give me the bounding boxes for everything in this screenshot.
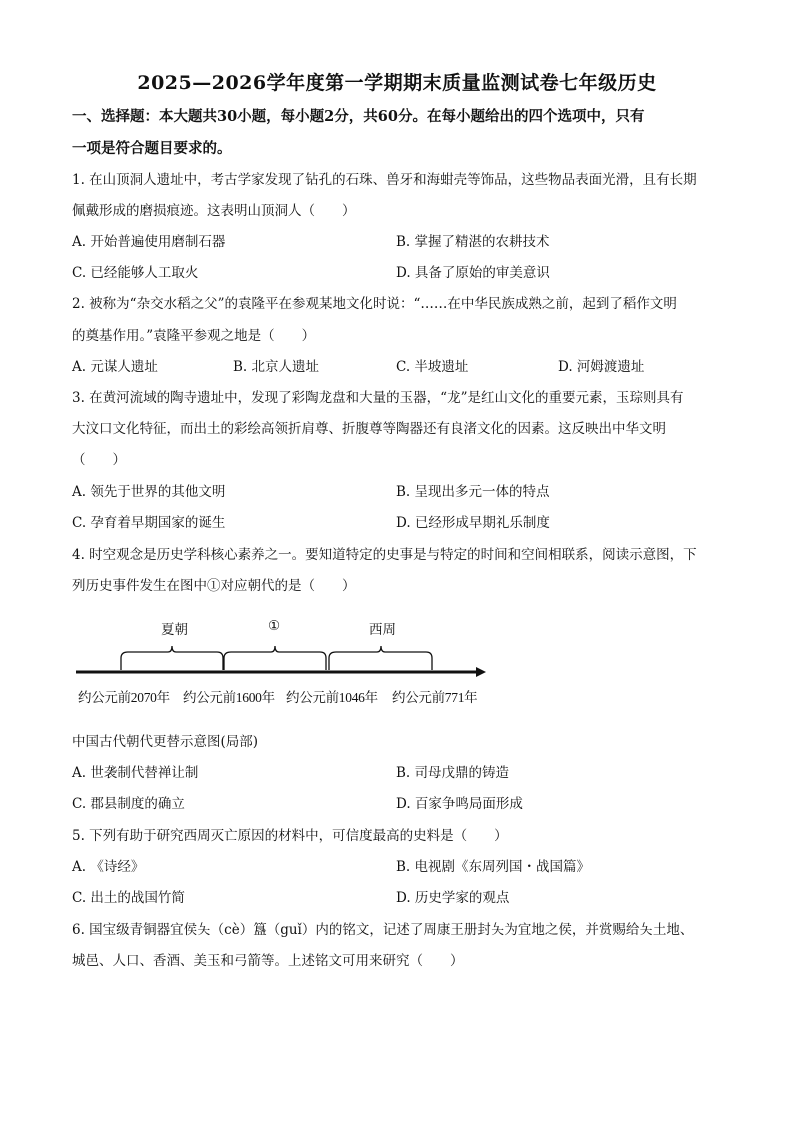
q2-option-c: C. 半坡遗址 (396, 359, 469, 375)
q6-stem-line2: 城邑、人口、香酒、美玉和弓箭等。上述铭文可用来研究（ ） (72, 953, 464, 969)
q2-option-b: B. 北京人遗址 (233, 359, 320, 375)
q2-stem-line1: 2. 被称为“杂交水稻之父”的袁隆平在参观某地文化时说：“……在中华民族成熟之前，起到了稻作文明 (72, 296, 677, 312)
q3-stem-line3: （ ） (72, 452, 126, 468)
q1-option-c: C. 已经能够人工取火 (72, 265, 199, 281)
page-title: 2025—2026学年度第一学期期末质量监测试卷七年级历史 (137, 72, 657, 94)
q2-stem-line2: 的奠基作用。”袁隆平参观之地是（ ） (72, 328, 316, 344)
q4-option-d: D. 百家争鸣局面形成 (396, 796, 523, 812)
timeline-segment-label: 西周 (369, 622, 396, 638)
q3-option-a: A. 领先于世界的其他文明 (72, 484, 226, 500)
q4-option-b: B. 司母戊鼎的铸造 (396, 765, 510, 781)
timeline-date-label: 约公元前2070年 (78, 690, 170, 705)
q3-option-d: D. 已经形成早期礼乐制度 (396, 515, 550, 531)
timeline-arrow-icon (476, 667, 486, 677)
section-heading-line2: 一项是符合题目要求的。 (72, 140, 232, 157)
timeline-date-label: 约公元前771年 (392, 690, 478, 705)
timeline-date-label: 约公元前1600年 (183, 690, 275, 705)
timeline-segment-label: 夏朝 (161, 622, 188, 638)
q2-option-a: A. 元谋人遗址 (72, 359, 158, 375)
dynasty-timeline (72, 610, 492, 720)
q3-option-c: C. 孕育着早期国家的诞生 (72, 515, 226, 531)
q1-option-b: B. 掌握了精湛的农耕技术 (396, 234, 550, 250)
q3-stem-line1: 3. 在黄河流域的陶寺遗址中，发现了彩陶龙盘和大量的玉器，“龙”是红山文化的重要元素，玉琮则具有 (72, 390, 684, 406)
q3-option-b: B. 呈现出多元一体的特点 (396, 484, 550, 500)
q4-stem-line1: 4. 时空观念是历史学科核心素养之一。要知道特定的史事是与特定的时间和空间相联系，阅读示意图，下 (72, 547, 697, 563)
q1-stem-line1: 1. 在山顶洞人遗址中，考古学家发现了钻孔的石珠、兽牙和海蚶壳等饰品，这些物品表面光滑，且有长期 (72, 172, 697, 188)
timeline-segment-label: ① (268, 618, 281, 634)
q1-option-d: D. 具备了原始的审美意识 (396, 265, 550, 281)
timeline-date-label: 约公元前1046年 (286, 690, 378, 705)
bracket-shang (224, 646, 326, 670)
q4-figure-caption: 中国古代朝代更替示意图(局部) (72, 734, 259, 750)
q1-stem-line2: 佩戴形成的磨损痕迹。这表明山顶洞人（ ） (72, 203, 356, 219)
q3-stem-line2: 大汶口文化特征，而出土的彩绘高领折肩尊、折腹尊等陶器还有良渚文化的因素。这反映出中华文明 (72, 421, 666, 437)
q2-option-d: D. 河姆渡遗址 (558, 359, 645, 375)
q4-option-a: A. 世袭制代替禅让制 (72, 765, 199, 781)
q5-option-b: B. 电视剧《东周列国・战国篇》 (396, 859, 591, 875)
q4-stem-line2: 列历史事件发生在图中①对应朝代的是（ ） (72, 578, 356, 594)
q1-option-a: A. 开始普遍使用磨制石器 (72, 234, 226, 250)
q5-option-a: A. 《诗经》 (72, 859, 145, 875)
bracket-west-zhou (329, 646, 432, 670)
q6-stem-line1: 6. 国宝级青铜器宜侯夨（cè）簋（guǐ）内的铭文，记述了周康王册封夨为宜地之侯，并赏赐给夨土地、 (72, 922, 694, 938)
section-heading-line1: 一、选择题：本大题共30小题，每小题2分，共60分。在每小题给出的四个选项中，只有 (72, 108, 645, 125)
bracket-xia (121, 646, 223, 670)
q5-stem-line1: 5. 下列有助于研究西周灭亡原因的材料中，可信度最高的史料是（ ） (72, 828, 508, 844)
q5-option-c: C. 出土的战国竹简 (72, 890, 185, 906)
q4-option-c: C. 郡县制度的确立 (72, 796, 185, 812)
q5-option-d: D. 历史学家的观点 (396, 890, 510, 906)
